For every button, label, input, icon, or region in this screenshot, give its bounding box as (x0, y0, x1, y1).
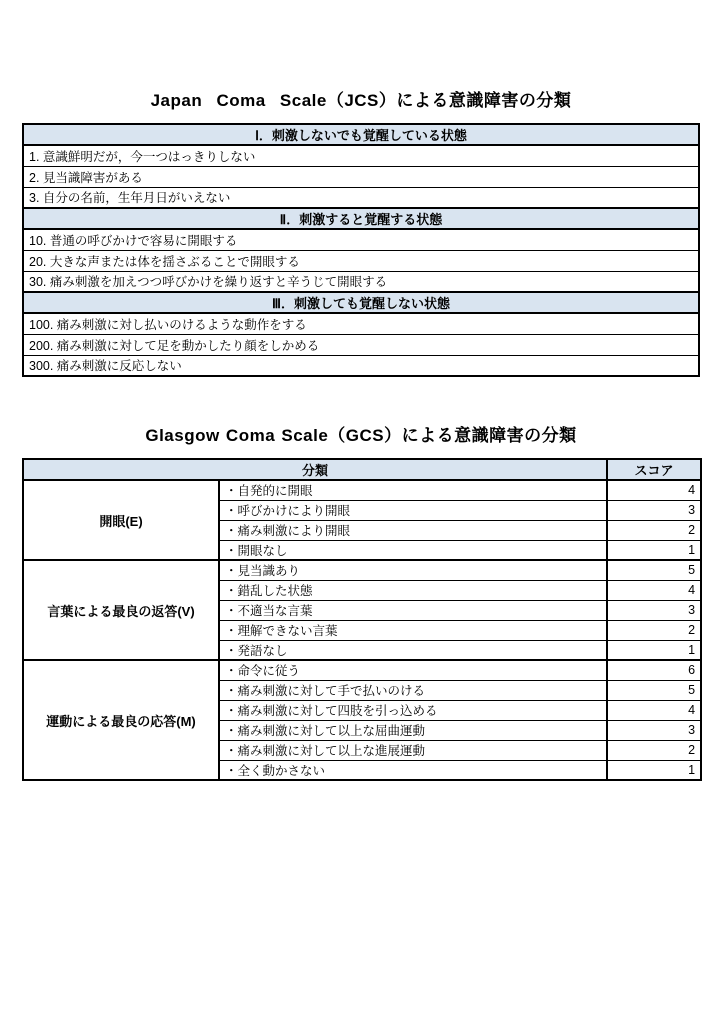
gcs-table (22, 458, 702, 781)
gcs-item-score: 2 (607, 620, 701, 640)
gcs-item: ・呼びかけにより開眼 (219, 500, 607, 520)
jcs-item: 3. 自分の名前，生年月日がいえない (23, 187, 699, 208)
jcs-item: 200. 痛み刺激に対して足を動かしたり顔をしかめる (23, 334, 699, 355)
jcs-section-1-header: Ⅰ．刺激しないでも覚醒している状態 (23, 124, 699, 145)
jcs-item: 30. 痛み刺激を加えつつ呼びかけを繰り返すと辛うじて開眼する (23, 271, 699, 292)
jcs-table (22, 123, 700, 377)
gcs-item: ・見当識あり (219, 560, 607, 580)
gcs-group-label-motor: 運動による最良の応答(M) (23, 660, 219, 780)
gcs-item-score: 4 (607, 480, 701, 500)
sheet (22, 0, 700, 781)
jcs-item: 100. 痛み刺激に対し払いのけるような動作をする (23, 313, 699, 334)
gcs-item-score: 5 (607, 680, 701, 700)
gcs-item-score: 2 (607, 740, 701, 760)
gcs-item-score: 1 (607, 640, 701, 660)
gcs-item-score: 1 (607, 540, 701, 560)
gcs-item-score: 3 (607, 600, 701, 620)
gcs-item: ・不適当な言葉 (219, 600, 607, 620)
jcs-item: 10. 普通の呼びかけで容易に開眼する (23, 229, 699, 250)
gcs-item: ・発語なし (219, 640, 607, 660)
gcs-item: ・痛み刺激に対して以上な進展運動 (219, 740, 607, 760)
gcs-title: Glasgow Coma Scale（GCS）による意識障害の分類 (145, 426, 577, 445)
gcs-header-category: 分類 (23, 459, 607, 480)
gcs-item-score: 6 (607, 660, 701, 680)
gcs-item: ・全く動かさない (219, 760, 607, 780)
gcs-item-score: 3 (607, 500, 701, 520)
jcs-item: 1. 意識鮮明だが，今一つはっきりしない (23, 145, 699, 166)
gcs-item: ・痛み刺激により開眼 (219, 520, 607, 540)
gcs-group-label-eye: 開眼(E) (23, 480, 219, 560)
gcs-item-score: 4 (607, 580, 701, 600)
gcs-item-score: 2 (607, 520, 701, 540)
gcs-header-score: スコア (607, 459, 701, 480)
gcs-item: ・命令に従う (219, 660, 607, 680)
gcs-item-score: 5 (607, 560, 701, 580)
jcs-item: 2. 見当識障害がある (23, 166, 699, 187)
jcs-title: Japan Coma Scale（JCS）による意識障害の分類 (150, 91, 572, 110)
gcs-group-label-verbal: 言葉による最良の返答(V) (23, 560, 219, 660)
gcs-item: ・理解できない言葉 (219, 620, 607, 640)
gcs-item-score: 4 (607, 700, 701, 720)
gcs-item: ・開眼なし (219, 540, 607, 560)
gcs-item: ・錯乱した状態 (219, 580, 607, 600)
jcs-section-2-header: Ⅱ．刺激すると覚醒する状態 (23, 208, 699, 229)
jcs-item: 300. 痛み刺激に反応しない (23, 355, 699, 376)
gcs-item: ・痛み刺激に対して手で払いのける (219, 680, 607, 700)
gcs-item: ・痛み刺激に対して以上な屈曲運動 (219, 720, 607, 740)
jcs-section-3-header: Ⅲ．刺激しても覚醒しない状態 (23, 292, 699, 313)
gcs-item: ・自発的に開眼 (219, 480, 607, 500)
gcs-item-score: 3 (607, 720, 701, 740)
jcs-item: 20. 大きな声または体を揺さぶることで開眼する (23, 250, 699, 271)
gcs-item-score: 1 (607, 760, 701, 780)
gcs-item: ・痛み刺激に対して四肢を引っ込める (219, 700, 607, 720)
